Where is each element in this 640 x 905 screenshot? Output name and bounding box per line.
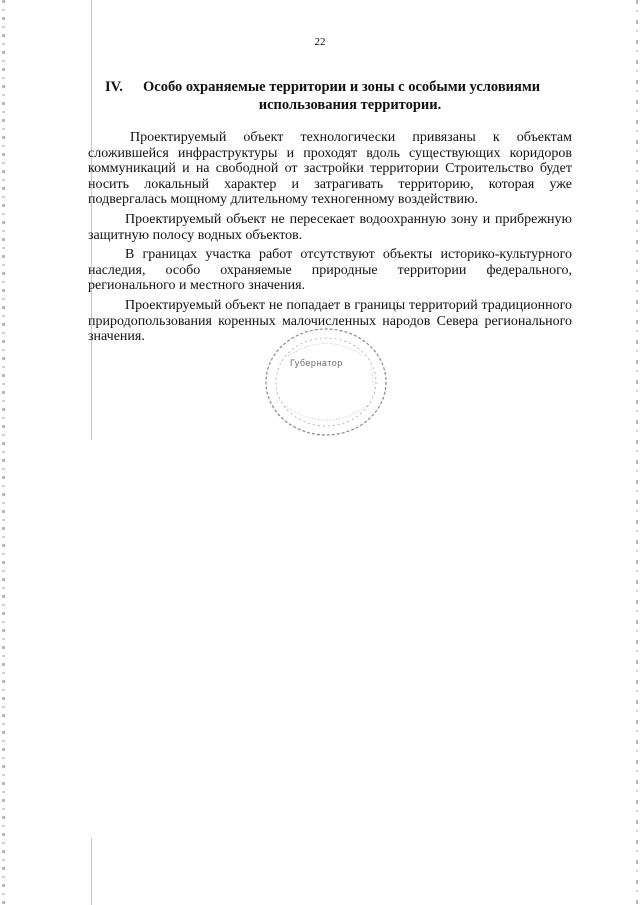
- section-title-part1: Особо охраняемые территории и зоны с особыми условиями: [143, 79, 541, 95]
- paragraph: Проектируемый объект технологически привязаны к объектам сложившейся инфраструктуры и проходят вдоль существующих коридоров коммуникаций и на свободной от застройки территории Строительство будет носить локальный характер и затрагивать территорию, которая уже подвергалась мощному длительному техногенному воздействию.: [88, 130, 572, 208]
- official-stamp: [263, 326, 389, 438]
- paragraph: Проектируемый объект не попадает в границы территорий традиционного природопользования коренных малочисленных народов Севера регионального значения.: [88, 297, 572, 345]
- paragraph: В границах участка работ отсутствуют объекты историко-культурного наследия, особо охраняемые природные территории федерального, регионального и местного значения.: [88, 247, 572, 294]
- section-heading: [105, 78, 575, 114]
- paragraph: Проектируемый объект не пересекает водоохранную зону и прибрежную защитную полосу водных объектов.: [88, 211, 572, 243]
- stamp-text: Губернатор: [290, 358, 343, 368]
- scan-edge-right: [636, 0, 638, 905]
- page-number: 22: [314, 36, 326, 48]
- section-title-part2: использования территории.: [258, 97, 442, 113]
- section-number: IV.: [105, 79, 123, 95]
- margin-line: [91, 838, 92, 905]
- section-heading-line1: [105, 78, 575, 96]
- body-text: [88, 130, 572, 349]
- scan-edge-left: [2, 0, 5, 905]
